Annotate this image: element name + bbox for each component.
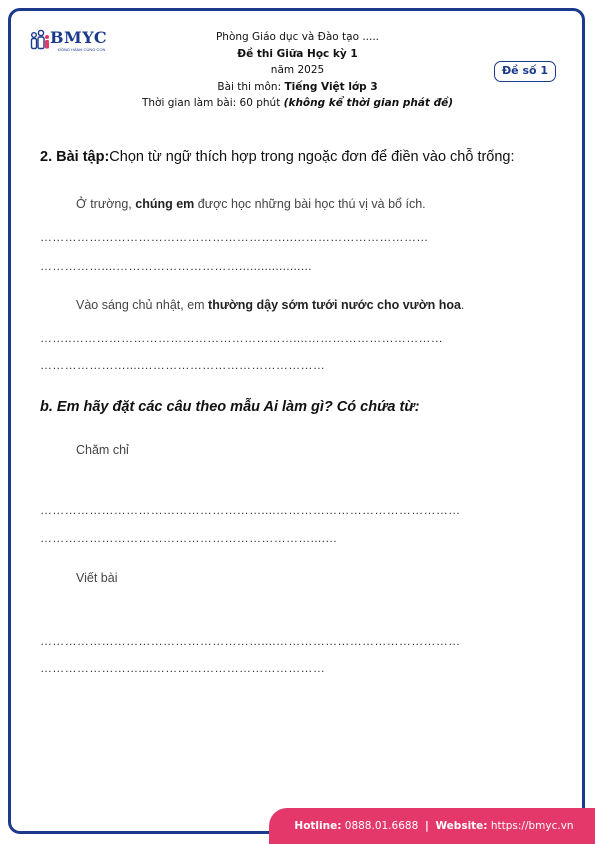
exam-number-badge: Đề số 1 bbox=[494, 61, 556, 82]
header-time-note: (không kể thời gian phát đề) bbox=[283, 97, 454, 109]
header-exam-title: Đề thi Giữa Học kỳ 1 bbox=[237, 47, 358, 60]
website-link[interactable]: https://bmyc.vn bbox=[490, 820, 574, 832]
word-2: Viết bài bbox=[76, 571, 118, 585]
sentence-2: Vào sáng chủ nhật, em thường dậy sớm tưới nước cho vườn hoa. bbox=[76, 298, 465, 312]
header-subject: Tiếng Việt lớp 3 bbox=[284, 80, 378, 93]
answer-line[interactable]: …………………....……………………………………… bbox=[40, 358, 326, 372]
answer-line[interactable]: ……………………....…………………………………… bbox=[40, 661, 326, 675]
answer-line[interactable]: …………………………………………………………....… bbox=[40, 531, 338, 545]
question-2-label: 2. Bài tập: bbox=[40, 149, 110, 165]
exam-header bbox=[120, 29, 475, 112]
hotline-number[interactable]: 0888.01.6688 bbox=[344, 820, 419, 832]
header-time-line: Thời gian làm bài: 60 phút (không kể thời gian phát đề) bbox=[141, 97, 454, 109]
question-b-title: b. Em hãy đặt các câu theo mẫu Ai làm gì? Có chứa từ: bbox=[40, 399, 420, 415]
header-year: năm 2025 bbox=[270, 64, 325, 76]
page-border bbox=[8, 8, 585, 834]
answer-line[interactable]: ………………………………………………....……………………………………… bbox=[40, 503, 461, 517]
sentence-1-bold: chúng em bbox=[135, 197, 195, 211]
answer-line[interactable]: ……………....………………………….................... bbox=[40, 259, 312, 273]
contact-footer bbox=[269, 808, 595, 844]
logo-text: BMYC bbox=[50, 28, 108, 47]
answer-line[interactable]: ……..………………………………………………....…………………………… bbox=[40, 331, 444, 345]
question-2-title bbox=[40, 149, 515, 165]
hotline-label: Hotline: bbox=[294, 820, 342, 832]
header-department: Phòng Giáo dục và Đào tạo ..... bbox=[215, 31, 380, 43]
header-subject-line: Bài thi môn: Tiếng Việt lớp 3 bbox=[217, 80, 378, 93]
website-label: Website: bbox=[435, 820, 488, 832]
answer-line[interactable]: ………………………………………………....……………………………………… bbox=[40, 634, 461, 648]
footer-separator: | bbox=[424, 820, 429, 832]
word-1: Chăm chỉ bbox=[76, 443, 129, 457]
sentence-2-bold: thường dậy sớm tưới nước cho vườn hoa bbox=[208, 298, 461, 312]
answer-line[interactable]: ……………………………………………………..…………………………… bbox=[40, 230, 429, 244]
sentence-1: Ở trường, chúng em được học những bài học thú vị và bổ ích. bbox=[76, 197, 426, 211]
logo-tagline: ĐỒNG HÀNH CÙNG CON bbox=[58, 47, 106, 52]
question-2-instruction: Chọn từ ngữ thích hợp trong ngoặc đơn để điền vào chỗ trống: bbox=[109, 149, 515, 165]
